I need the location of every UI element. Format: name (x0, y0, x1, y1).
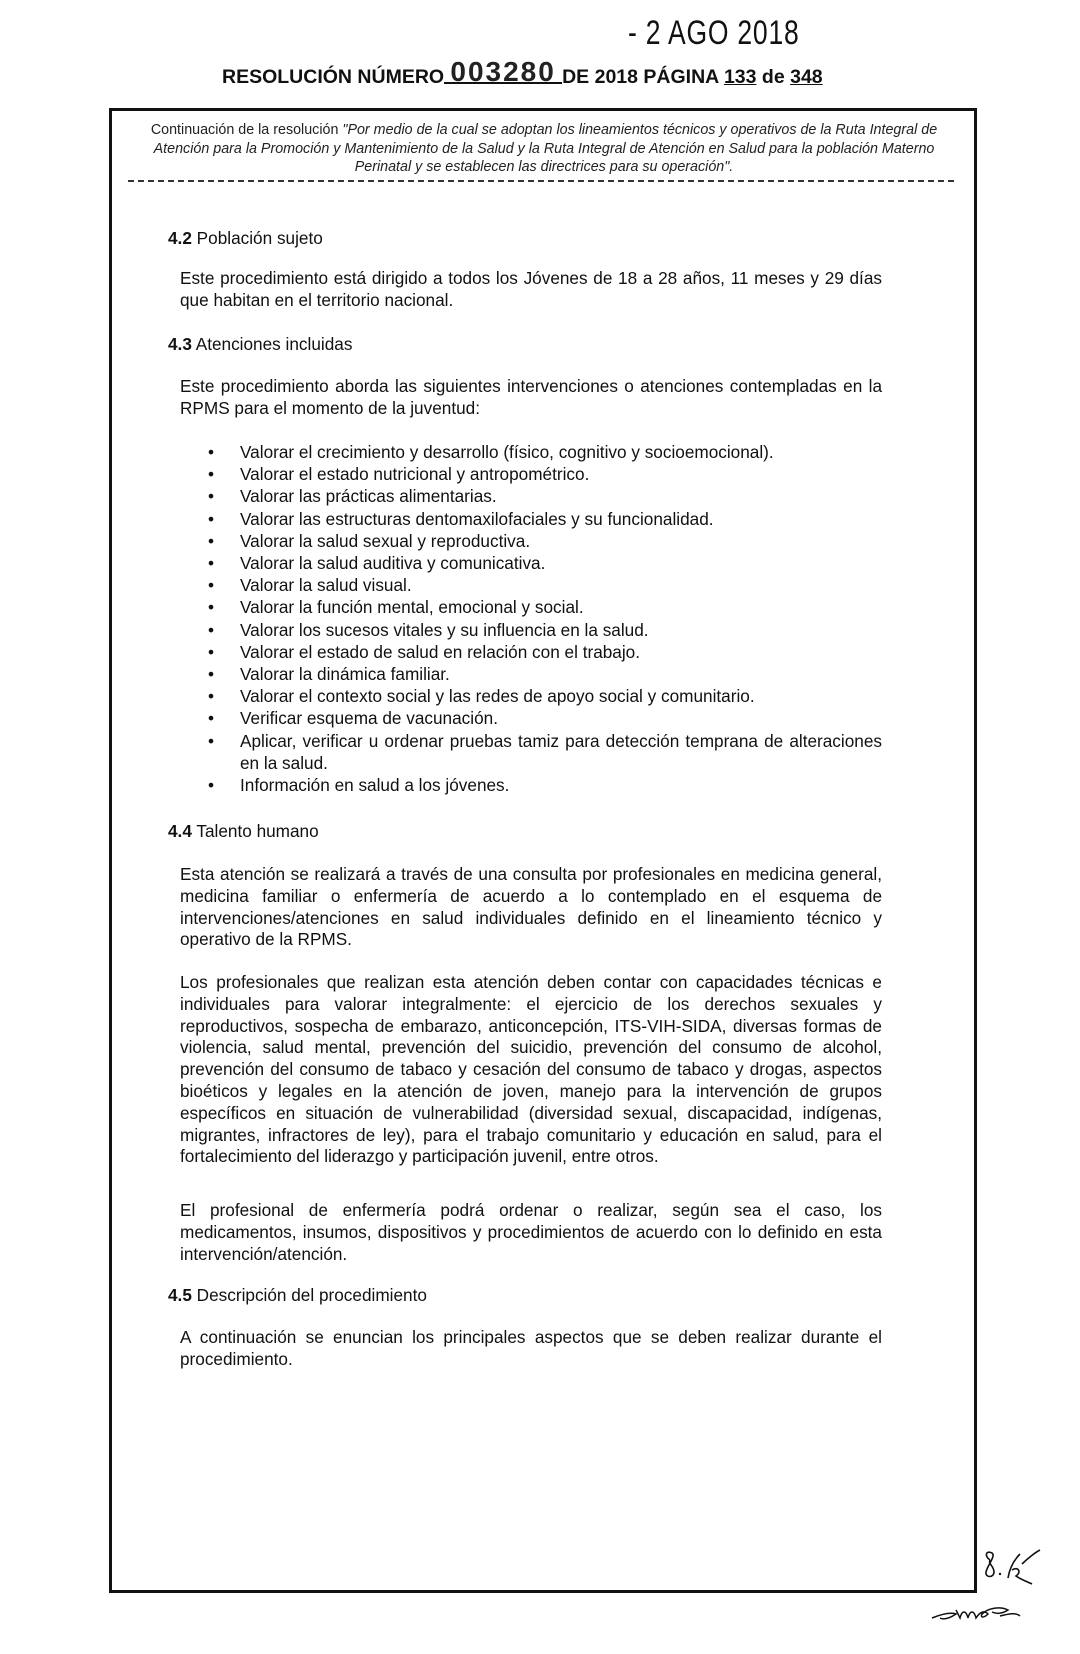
bullet-icon: • (208, 664, 215, 685)
resolution-preamble (125, 121, 963, 177)
bullet-icon: • (208, 530, 215, 551)
section-4-4-paragraph-2: Los profesionales que realizan esta atención deben contar con capacidades técnicas e individuales para valorar integralmente: el ejercicio de los derechos sexuales y reproductivos, sospecha de embarazo, anticoncepción, ITS-VIH-SIDA, diversas formas de violencia, salud mental, prevención del suicidio, prevención del consumo de alcohol, prevención del consumo de tabaco y cesación del consumo de tabaco y drogas, aspectos bioéticos y legales en la atención de joven, manejo para la intervención de grupos específicos en situación de vulnerabilidad (diversidad sexual, discapacidad, indígenas, migrantes, infractores de ley), para el trabajo comunitario y educación en salud, para el fortalecimiento del liderazgo y participación juvenil, entre otros. (180, 972, 882, 1167)
list-item: • Valorar las prácticas alimentarias. (208, 486, 497, 507)
list-item: • Valorar la salud visual. (208, 575, 412, 596)
list-item: • Valorar las estructuras dentomaxilofaciales y su funcionalidad. (208, 508, 714, 529)
bullet-icon: • (208, 619, 215, 640)
resolution-number: 003280 (444, 62, 562, 84)
page-separator: de (761, 66, 785, 88)
section-4-5-heading (168, 1285, 427, 1307)
preamble-title: "Por medio de la cual se adoptan los lineamientos técnicos y operativos de la Ruta Integral de Atención para la Promoción y Mantenimiento de la Salud y la Ruta Integral de Atención en Salud para la población Materno Perinatal y se establecen las directrices para su operación". (153, 122, 938, 175)
section-number: 4.5 (168, 1285, 192, 1305)
list-item: • Valorar el estado nutricional y antropométrico. (208, 464, 590, 485)
preamble-lead: Continuación de la resolución (150, 122, 343, 138)
list-item: • Valorar el crecimiento y desarrollo (físico, cognitivo y socioemocional). (208, 442, 774, 462)
list-item: • Aplicar, verificar u ordenar pruebas tamiz para detección temprana de alteraciones en la salud. (208, 730, 882, 773)
section-number: 4.2 (168, 228, 192, 248)
section-4-4-paragraph-3: El profesional de enfermería podrá ordenar o realizar, según sea el caso, los medicamentos, insumos, dispositivos y procedimientos de acuerdo con lo definido en esta intervención/atención. (180, 1200, 882, 1264)
list-item: • Valorar el estado de salud en relación con el trabajo. (208, 641, 641, 662)
dashed-divider (128, 180, 954, 182)
list-item: • Valorar la función mental, emocional y social. (208, 597, 584, 618)
page-total: 348 (790, 66, 823, 88)
bullet-icon: • (208, 775, 215, 796)
section-4-4-heading (168, 821, 319, 843)
bullet-icon: • (208, 730, 215, 751)
handwritten-signature-icon (930, 1600, 1025, 1625)
bullet-icon: • (208, 597, 215, 618)
resolution-header (222, 56, 823, 89)
section-4-4-paragraph-1: Esta atención se realizará a través de una consulta por profesionales en medicina general, medicina familiar o enfermería de acuerdo a lo contemplado en el esquema de intervenciones/atenciones en salud individuales definido en el lineamiento técnico y operativo de la RPMS. (180, 864, 882, 950)
bullet-icon: • (208, 464, 215, 485)
list-item: • Valorar los sucesos vitales y su influencia en la salud. (208, 619, 649, 640)
list-item: • Información en salud a los jóvenes. (208, 775, 510, 796)
section-title: Descripción del procedimiento (191, 1285, 427, 1305)
list-item: • Valorar el contexto social y las redes de apoyo social y comunitario. (208, 686, 755, 707)
handwritten-initials-icon (982, 1548, 1052, 1588)
year-page-label: DE 2018 PÁGINA (562, 66, 719, 88)
bullet-icon: • (208, 508, 215, 529)
section-number: 4.3 (168, 334, 192, 354)
bullet-icon: • (208, 575, 215, 596)
list-item: • Valorar la salud sexual y reproductiva. (208, 530, 531, 551)
section-4-5-paragraph: A continuación se enuncian los principales aspectos que se deben realizar durante el procedimiento. (180, 1327, 882, 1369)
bullet-icon: • (208, 708, 215, 729)
attentions-list (208, 441, 882, 796)
bullet-icon: • (208, 641, 215, 662)
list-item: • Valorar la dinámica familiar. (208, 664, 450, 685)
date-stamp: - 2 AGO 2018 (628, 14, 800, 52)
bullet-icon: • (208, 442, 215, 462)
bullet-icon: • (208, 486, 215, 507)
section-4-3-heading (168, 334, 352, 356)
section-title: Talento humano (191, 821, 319, 841)
bullet-icon: • (208, 553, 215, 574)
section-4-2-paragraph: Este procedimiento está dirigido a todos los Jóvenes de 18 a 28 años, 11 meses y 29 días que habitan en el territorio nacional. (180, 268, 882, 310)
page-current: 133 (723, 66, 757, 88)
section-4-2-heading (168, 228, 323, 250)
bullet-icon: • (208, 686, 215, 707)
list-item: • Verificar esquema de vacunación. (208, 708, 498, 729)
section-number: 4.4 (168, 821, 192, 841)
section-title: Atenciones incluidas (191, 334, 353, 354)
section-title: Población sujeto (191, 228, 323, 248)
list-item: • Valorar la salud auditiva y comunicativa. (208, 553, 546, 574)
resolution-label: RESOLUCIÓN NÚMERO (222, 66, 445, 88)
section-4-3-paragraph: Este procedimiento aborda las siguientes intervenciones o atenciones contempladas en la RPMS para el momento de la juventud: (180, 376, 882, 418)
